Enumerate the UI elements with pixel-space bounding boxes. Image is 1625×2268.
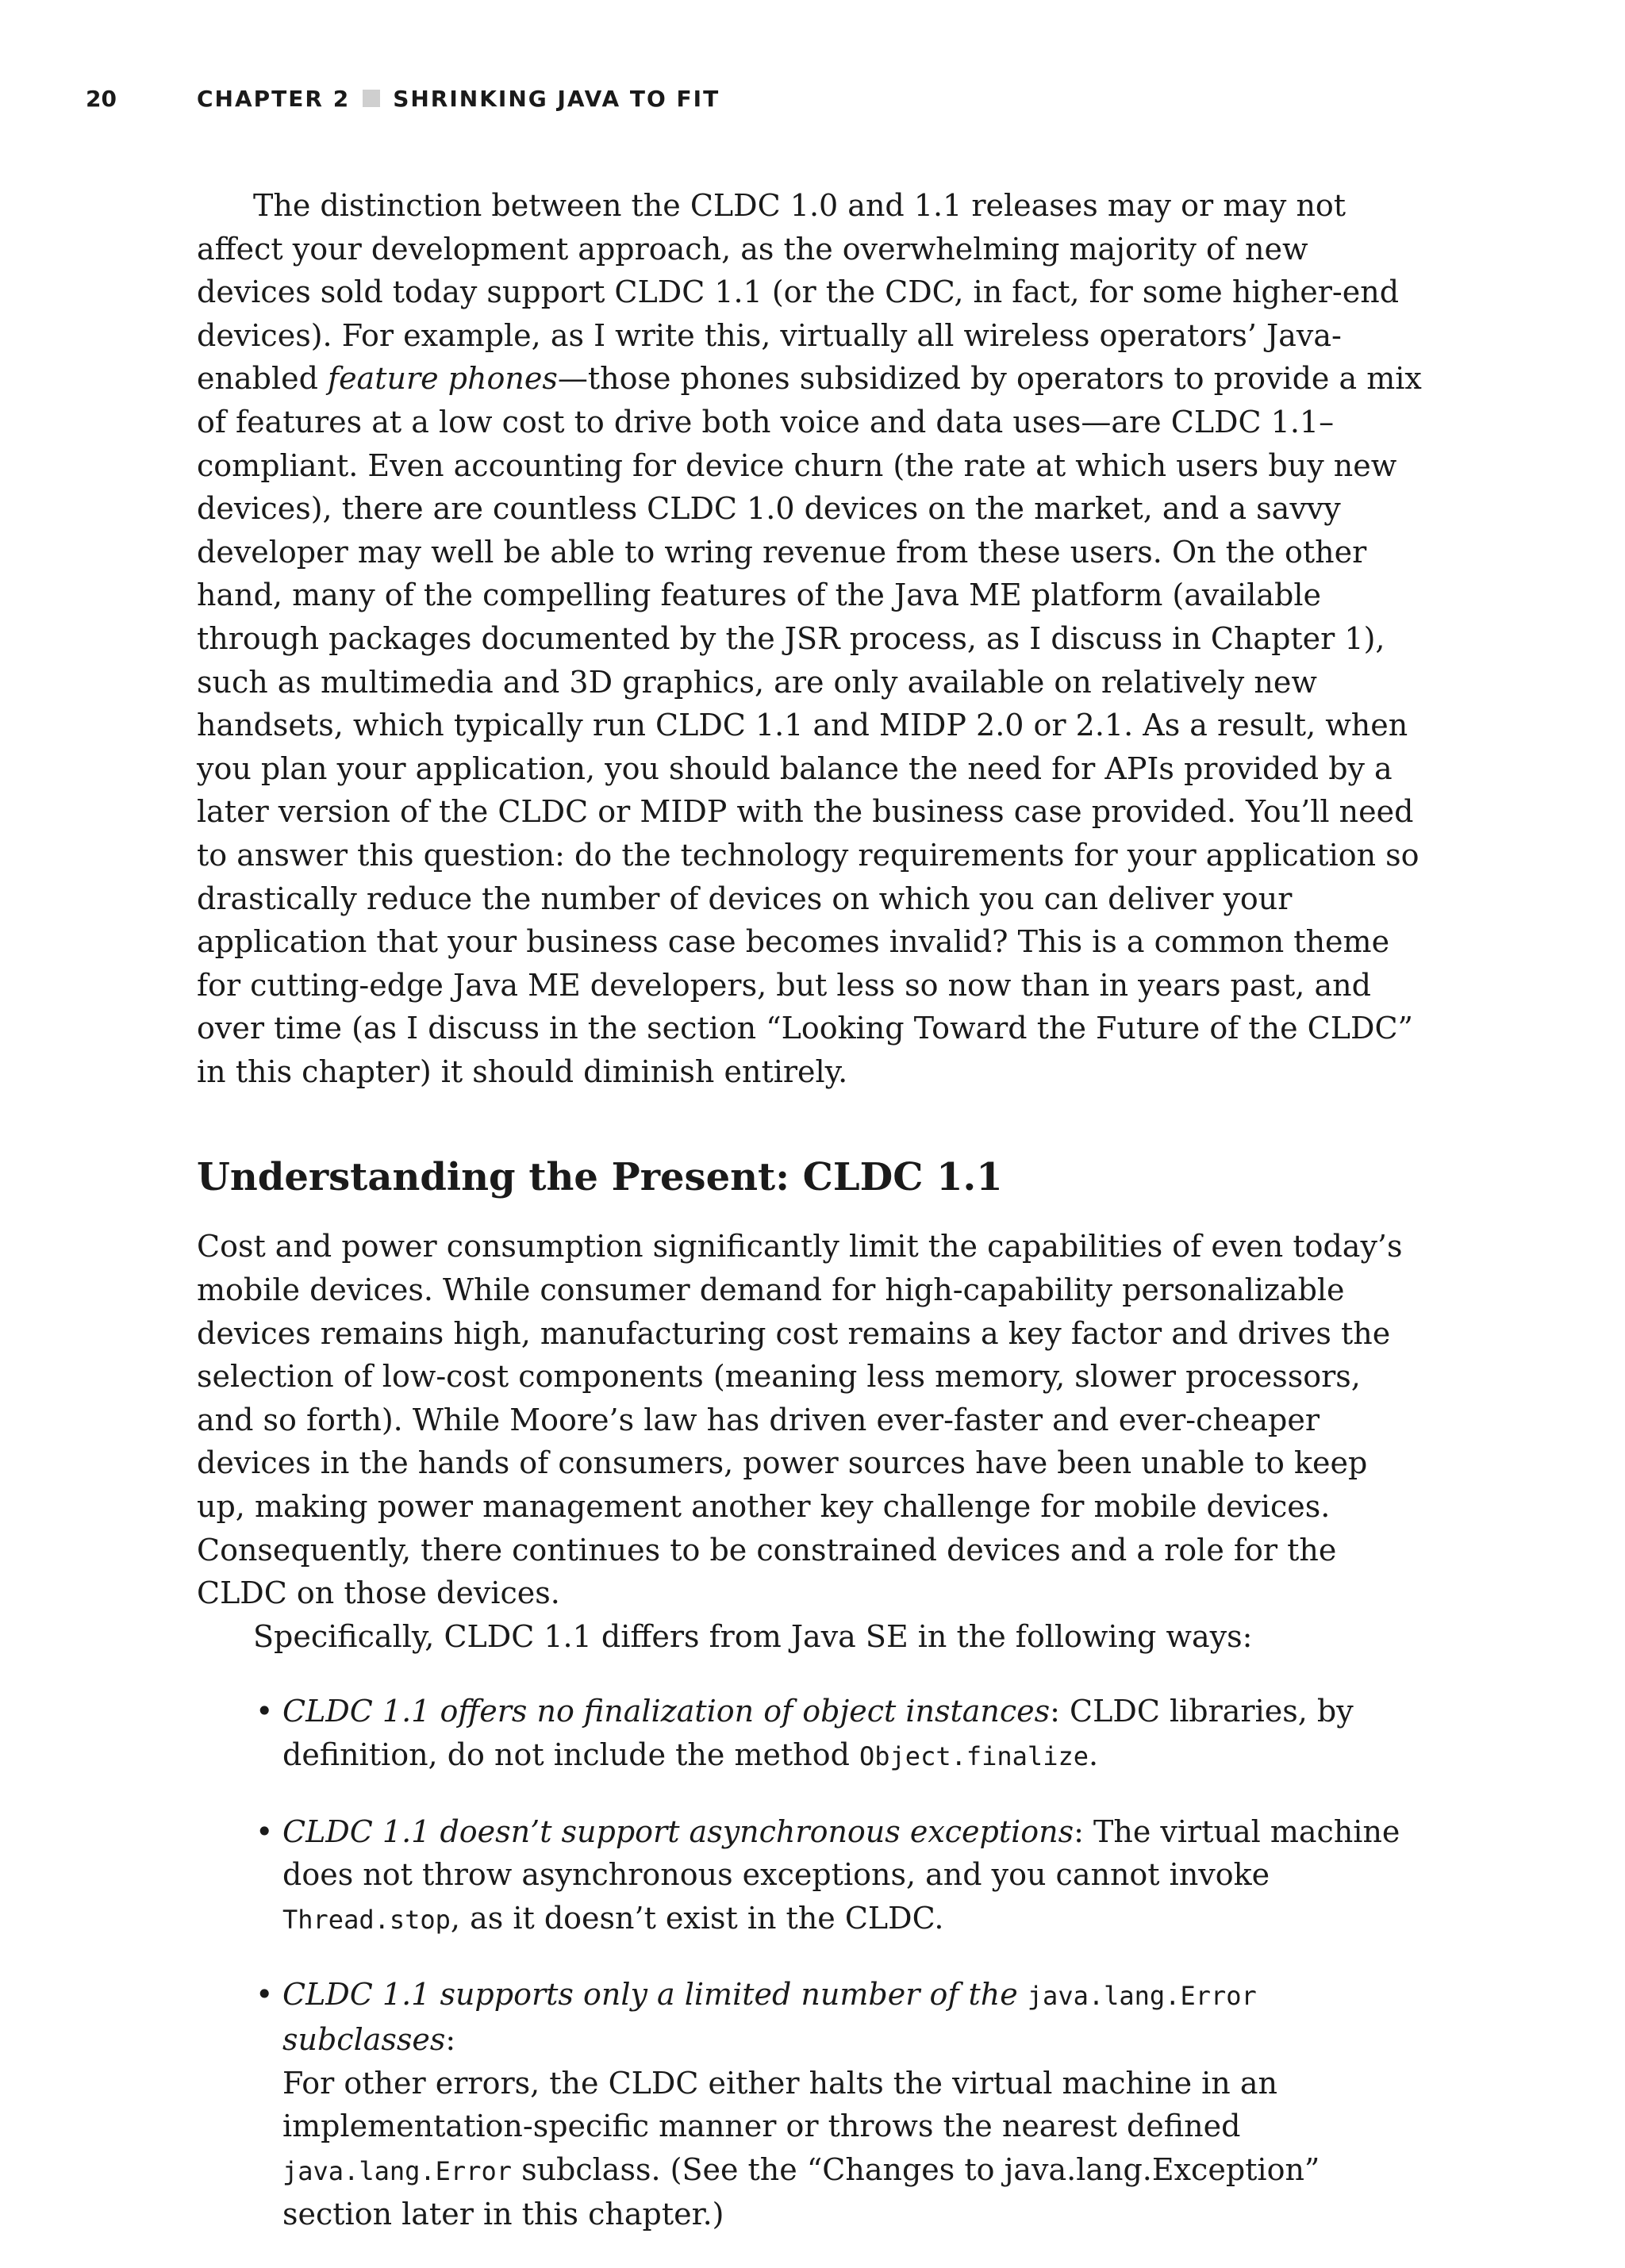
code-java-lang-error: java.lang.Error (1027, 1981, 1257, 2012)
list-item (255, 1690, 1425, 1778)
list-item-term: CLDC 1.1 supports only a limited number of the (282, 1977, 1028, 2013)
chapter-title: SHRINKING JAVA TO FIT (393, 85, 720, 112)
intro-text-a: The distinction between the CLDC 1.0 and 1.1 releases may or may not affect your development approach, as the overwhelming majority of new devices sold today support CLDC 1.1 (or the CDC, in fact, for some higher-end devices). For example, as I write this, virtually all wireless operators’ Java-enabled (197, 188, 1400, 397)
list-item-term: CLDC 1.1 doesn’t support asynchronous exceptions (282, 1813, 1074, 1849)
cost-power-paragraph: Cost and power consumption significantly limit the capabilities of even today’s mobile devices. While consumer demand for high-capability personalizable devices remains high, manufacturing cost remains a key factor and drives the selection of low-cost components (meaning less memory, slower processors, and so forth). While Moore’s law has driven ever-faster and ever-cheaper devices in the hands of consumers, power sources have been unable to keep up, making power management another key challenge for mobile devices. Consequently, there continues to be constrained devices and a role for the CLDC on those devices. (197, 1229, 1403, 1611)
list-item (255, 1973, 1425, 2236)
intro-paragraph (197, 184, 1425, 1093)
chapter-label: CHAPTER 2 (197, 85, 351, 112)
code-object-finalize: Object.finalize (859, 1741, 1089, 1771)
list-item-text: : The virtual machine does not throw asynchronous exceptions, and you cannot invoke (282, 1813, 1400, 1893)
list-item-term: CLDC 1.1 offers no finalization of object instances (282, 1694, 1051, 1729)
running-header (86, 83, 720, 114)
list-item-tail: subclass. (See the “Changes to java.lang.Exception” section later in this chapter.) (282, 2151, 1320, 2232)
code-java-lang-error: java.lang.Error (282, 2155, 512, 2186)
bullet-icon: • (255, 1694, 274, 1729)
list-item-colon: : (445, 2021, 456, 2057)
bullet-icon: • (255, 1813, 274, 1849)
header-separator-square (363, 90, 380, 107)
differences-intro: Specifically, CLDC 1.1 differs from Java SE in the following ways: (253, 1618, 1253, 1654)
list-item-tail: . (1088, 1737, 1099, 1772)
list-item-tail: , as it doesn’t exist in the CLDC. (450, 1900, 944, 1936)
list-item-text: : CLDC libraries, by definition, do not include the method (282, 1694, 1354, 1772)
feature-phones-term: feature phones (328, 361, 558, 397)
section-heading: Understanding the Present: CLDC 1.1 (197, 1155, 1003, 1200)
list-item-text: For other errors, the CLDC either halts the virtual machine in an implementation-specific manner or throws the nearest defined (282, 2065, 1277, 2144)
list-item-term-end: subclasses (282, 2021, 446, 2057)
bullet-icon: • (255, 1977, 274, 2013)
differences-list (197, 1690, 1425, 2236)
intro-text-b: —those phones subsidized by operators to provide a mix of features at a low cost to drive both voice and data uses—are CLDC 1.1–compliant. Even accounting for device churn (the rate at which users buy new devices), there are countless CLDC 1.0 devices on the market, and a savvy developer may well be able to wring revenue from these users. On the other hand, many of the compelling features of the Java ME platform (available through packages documented by the JSR process, as I discuss in Chapter 1), such as multimedia and 3D graphics, are only available on relatively new handsets, which typically run CLDC 1.1 and MIDP 2.0 or 2.1. As a result, when you plan your application, you should balance the need for APIs provided by a later version of the CLDC or MIDP with the business case provided. You’ll need to answer this question: do the technology requirements for your application so drastically reduce the number of devices on which you can deliver your application that your business case becomes invalid? This is a common theme for cutting-edge Java ME developers, but less so now than in years past, and over time (as I discuss in the section “Looking Toward the Future of the CLDC” in this chapter) it should diminish entirely. (197, 361, 1422, 1089)
page-number: 20 (86, 85, 117, 112)
code-thread-stop: Thread.stop (282, 1904, 451, 1935)
list-item (255, 1810, 1425, 1942)
page-body (197, 184, 1425, 2268)
